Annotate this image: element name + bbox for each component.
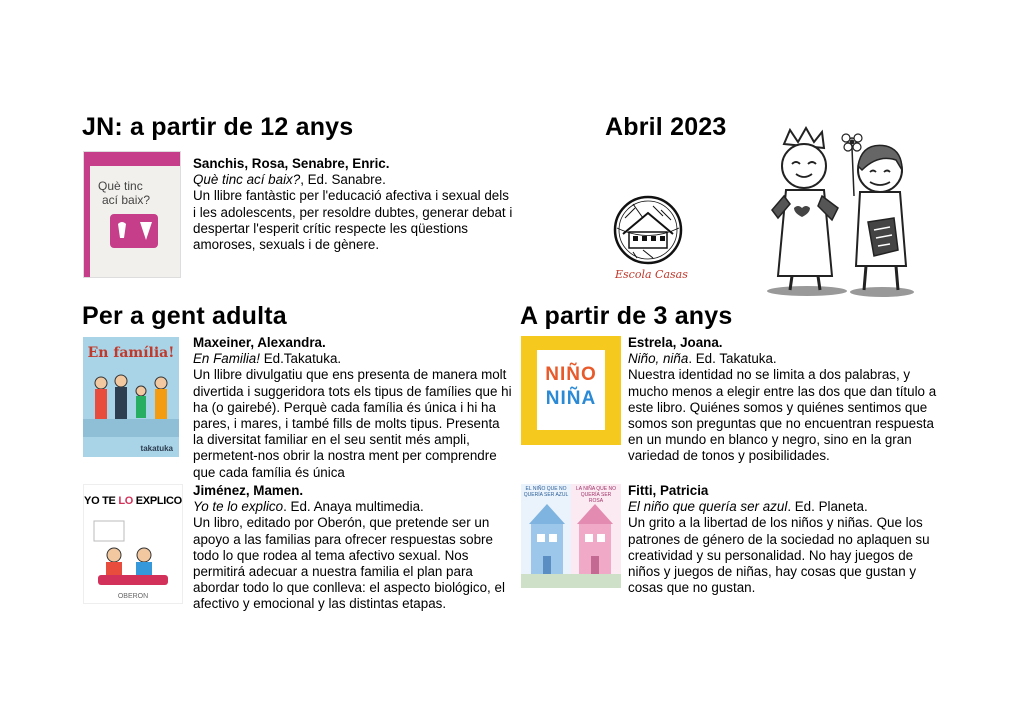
book-publisher: , Ed. Sanabre. bbox=[300, 172, 386, 188]
cover-line2: NIÑA bbox=[545, 388, 597, 409]
book-author: Jiménez, Mamen. bbox=[193, 483, 304, 498]
book-description: Un llibre fantàstic per l'educació afectiva i sexual dels i les adolescents, per resoldre dubtes, generar debat i despertar l'esperit crític respecte les qüestions amoroses, sexuals i de gènere. bbox=[193, 188, 513, 253]
book-title: Yo te lo explico bbox=[193, 499, 284, 515]
book-author: Estrela, Joana. bbox=[628, 335, 723, 350]
book-title: Niño, niña bbox=[628, 351, 689, 367]
cover-publisher: takatuka bbox=[140, 444, 173, 453]
book-publisher: . Ed. Anaya multimedia. bbox=[283, 499, 424, 515]
book-publisher: . Ed. Planeta. bbox=[787, 499, 868, 515]
book-author: Maxeiner, Alexandra. bbox=[193, 335, 326, 350]
school-logo bbox=[603, 188, 693, 286]
children-illustration bbox=[762, 126, 920, 298]
book-description: Un llibre divulgatiu que ens presenta de manera molt divertida i suggeridora tots els tipus de famílies que hi ha (o gairebé). Perquè cada família és única i hi ha pares, i mares, i també fills de molts tipus. Presenta la diversitat familiar en el seu sentit més ampli, permetent-nos obrir la nostra ment per comprendre que cada família és única bbox=[193, 367, 512, 480]
cover-couple-icon bbox=[88, 515, 178, 587]
cover-title: En família! bbox=[87, 345, 175, 361]
book-cover-nino-nina bbox=[521, 336, 621, 445]
cover-line1: NIÑO bbox=[545, 364, 597, 385]
school-name: Escola Casas bbox=[615, 268, 688, 281]
book-author: Sanchis, Rosa, Senabre, Enric. bbox=[193, 156, 390, 171]
heading-adults: Per a gent adulta bbox=[82, 302, 287, 330]
book-title: En Familia! bbox=[193, 351, 260, 367]
cover-title-line2: ací baix? bbox=[102, 193, 151, 207]
book-cover-en-familia bbox=[83, 337, 179, 457]
book-author: Fitti, Patricia bbox=[628, 483, 709, 498]
cover-publisher: OBERON bbox=[117, 593, 149, 600]
cover-title-a: YO TE bbox=[84, 495, 119, 507]
book-description: Un libro, editado por Oberón, que pretende ser un apoyo a las familias para ofrecer respuestas sobre todo lo que rodea al tema afectivo sexual. Nos permitirá adecuar a nuestra familia el plan para abordar todo lo que conlleva: el aspecto biológico, el afectivo y emocional y las distintas etapas. bbox=[193, 515, 505, 612]
book-entry-maxeiner bbox=[193, 335, 513, 481]
book-entry-sanchis bbox=[193, 156, 515, 253]
book-publisher: Ed.Takatuka. bbox=[259, 351, 342, 367]
book-description: Un grito a la libertad de los niños y niñas. Que los patrones de género de la sociedad no aplaquen su creatividad y su personalidad. No hay juegos de niños y juegos de niñas, hay cosas que gustan y cosas que no gustan. bbox=[628, 515, 930, 596]
heading-kids: A partir de 3 anys bbox=[520, 302, 733, 330]
book-description: Nuestra identidad no se limita a dos palabras, y mucho menos a elegir entre las dos que dan título a este libro. Quiénes somos y quiénes sentimos que somos son preguntas que no encuentran respuesta en un mundo en blanco y negro, sino en la gran variedad de tonos y posibilidades. bbox=[628, 367, 937, 464]
book-title: El niño que quería ser azul bbox=[628, 499, 788, 515]
cover-anatomy-icon bbox=[110, 214, 158, 248]
cover-family-icon bbox=[83, 367, 179, 437]
heading-jn: JN: a partir de 12 anys bbox=[82, 113, 354, 141]
book-cover-yo-te-lo-explico bbox=[83, 484, 183, 604]
cover-right-title: LA NIÑA QUE NO QUERÍA SER ROSA bbox=[575, 486, 616, 504]
cover-left-title: EL NIÑO QUE NO QUERÍA SER AZUL bbox=[523, 486, 569, 498]
heading-month: Abril 2023 bbox=[605, 113, 727, 141]
book-title: Què tinc ací baix? bbox=[193, 172, 301, 188]
book-cover-nino-azul bbox=[521, 484, 621, 588]
book-entry-estrela bbox=[628, 335, 940, 465]
book-entry-fitti bbox=[628, 483, 940, 596]
book-entry-jimenez bbox=[193, 483, 513, 613]
book-publisher: . Ed. Takatuka. bbox=[688, 351, 777, 367]
cover-title-line1: Què tinc bbox=[98, 179, 143, 193]
children-illustration-icon bbox=[762, 126, 920, 298]
cover-title-c: EXPLICO bbox=[133, 495, 182, 507]
cover-title-b: LO bbox=[118, 495, 133, 507]
book-cover-que-tinc-aci-baix bbox=[83, 151, 181, 278]
